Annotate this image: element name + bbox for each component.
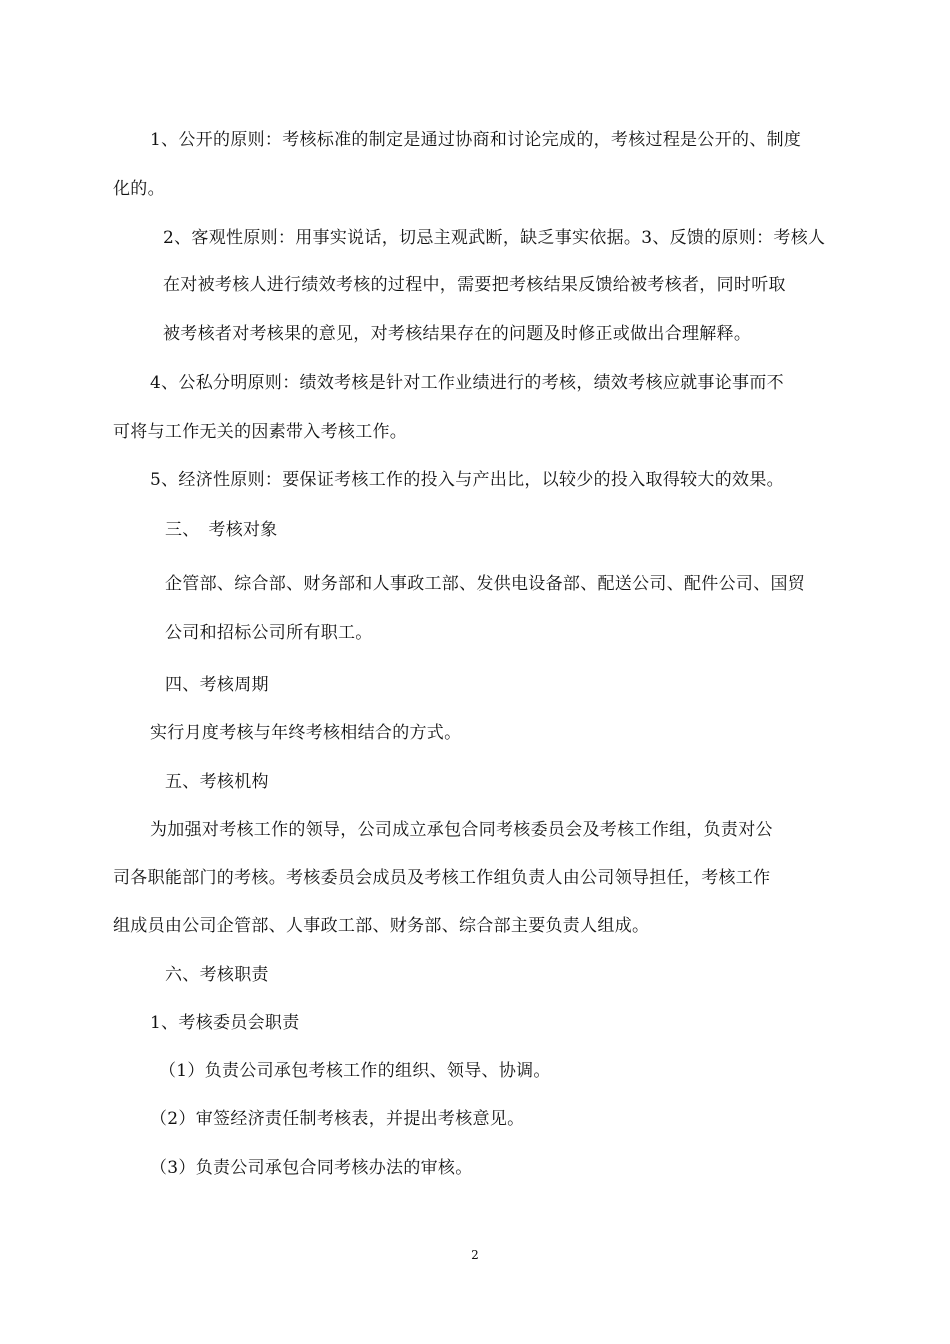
section-heading: 四、考核周期 (165, 675, 269, 695)
paragraph-line: 在对被考核人进行绩效考核的过程中，需要把考核结果反馈给被考核者，同时听取 (163, 275, 786, 295)
paragraph-line: 被考核者对考核果的意见，对考核结果存在的问题及时修正或做出合理解释。 (163, 324, 752, 344)
paragraph-line: 可将与工作无关的因素带入考核工作。 (113, 422, 408, 442)
section-heading: 五、考核机构 (165, 772, 269, 792)
paragraph-line: 5、经济性原则：要保证考核工作的投入与产出比，以较少的投入取得较大的效果。 (150, 470, 784, 490)
paragraph-line: 化的。 (113, 179, 165, 199)
paragraph-line: 公司和招标公司所有职工。 (165, 623, 373, 643)
list-item: （1）负责公司承包考核工作的组织、领导、协调。 (159, 1061, 551, 1081)
paragraph-line: 组成员由公司企管部、人事政工部、财务部、综合部主要负责人组成。 (113, 916, 650, 936)
paragraph-line: 企管部、综合部、财务部和人事政工部、发供电设备部、配送公司、配件公司、国贸 (165, 574, 806, 594)
section-heading: 六、考核职责 (165, 965, 269, 985)
paragraph-line: 为加强对考核工作的领导，公司成立承包合同考核委员会及考核工作组，负责对公 (150, 820, 773, 840)
list-item: （2）审签经济责任制考核表，并提出考核意见。 (150, 1109, 525, 1129)
paragraph-line: 1、公开的原则：考核标准的制定是通过协商和讨论完成的，考核过程是公开的、制度 (150, 130, 802, 150)
paragraph-line: 司各职能部门的考核。考核委员会成员及考核工作组负责人由公司领导担任，考核工作 (113, 868, 771, 888)
section-heading: 三、 考核对象 (165, 520, 278, 540)
list-item: （3）负责公司承包合同考核办法的审核。 (150, 1158, 473, 1178)
paragraph-line: 2、客观性原则：用事实说话，切忌主观武断，缺乏事实依据。3、反馈的原则：考核人 (163, 228, 826, 248)
paragraph-line: 4、公私分明原则：绩效考核是针对工作业绩进行的考核，绩效考核应就事论事而不 (150, 373, 784, 393)
paragraph-line: 实行月度考核与年终考核相结合的方式。 (150, 723, 462, 743)
page-number: 2 (471, 1248, 479, 1262)
subsection-heading: 1、考核委员会职责 (150, 1013, 300, 1033)
